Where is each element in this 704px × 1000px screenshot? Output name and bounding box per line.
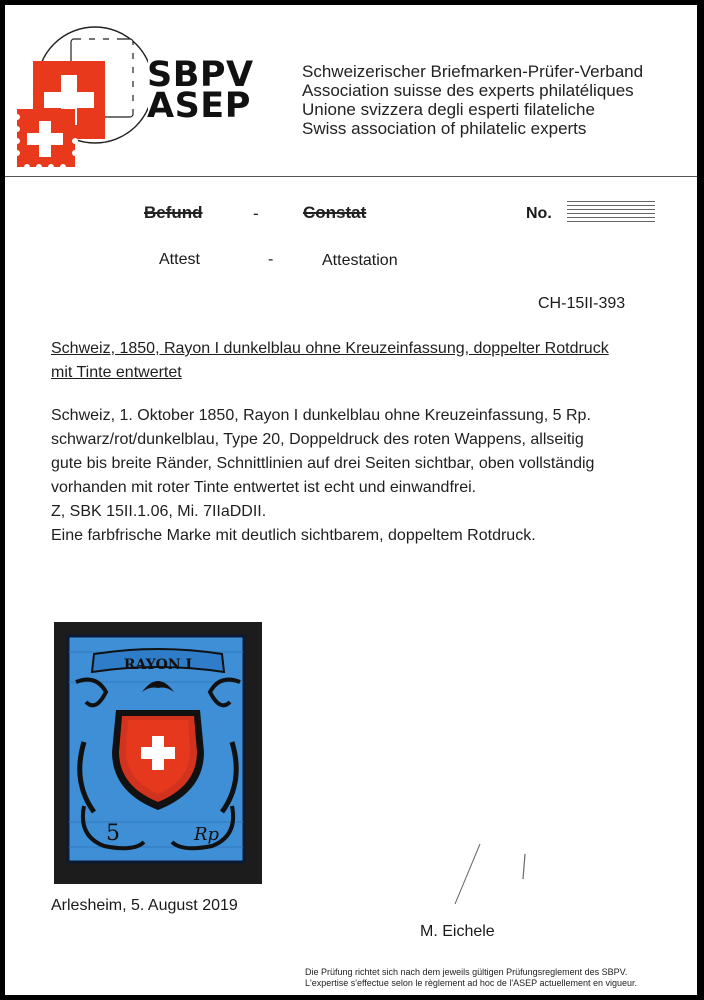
catalog-reference: Z, SBK 15II.1.06, Mi. 7IIaDDII. xyxy=(51,503,267,520)
signer-name: M. Eichele xyxy=(420,923,495,940)
attestation-label: Attestation xyxy=(322,252,398,269)
brand-name xyxy=(147,55,254,126)
stamp-rayon-text: RAYON I xyxy=(123,657,193,673)
type-dash: - xyxy=(253,204,259,223)
befund-struck-label: Befund xyxy=(144,203,203,222)
org-name-it: Unione svizzera degli esperti filateliche xyxy=(302,100,595,119)
certificate-title-line-1: Schweiz, 1850, Rayon I dunkelblau ohne Kreuzeinfassung, doppelter Rotdruck xyxy=(51,340,609,357)
number-field-lines xyxy=(567,201,655,223)
brand-sbpv: SBPV xyxy=(147,55,254,95)
attest-label: Attest xyxy=(159,251,200,268)
header-divider xyxy=(5,176,697,177)
org-name-en: Swiss association of philatelic experts xyxy=(302,119,587,138)
footer-line-de: Die Prüfung richtet sich nach dem jeweils gültigen Prüfungsreglement des SBPV. xyxy=(305,967,628,977)
sbpv-logo-icon xyxy=(13,23,148,171)
constat-struck-label: Constat xyxy=(303,203,367,222)
description-line-1: Schweiz, 1. Oktober 1850, Rayon I dunkelblau ohne Kreuzeinfassung, 5 Rp. xyxy=(51,407,591,424)
certificate-title-line-2: mit Tinte entwertet xyxy=(51,364,182,381)
stamp-photo xyxy=(54,622,262,884)
brand-asep: ASEP xyxy=(147,86,251,126)
certificate-page xyxy=(5,5,697,995)
number-label: No. xyxy=(526,205,552,222)
footer-note xyxy=(305,967,637,989)
stamp-value-number: 5 xyxy=(106,821,120,846)
org-name-fr: Association suisse des experts philatéliques xyxy=(302,81,634,100)
description-line-4: vorhanden mit roter Tinte entwertet ist echt und einwandfrei. xyxy=(51,479,477,496)
description-line-3: gute bis breite Ränder, Schnittlinien auf drei Seiten sichtbar, oben vollständig xyxy=(51,455,595,472)
stamp-value-unit: Rp. xyxy=(194,824,225,845)
description-line-2: schwarz/rot/dunkelblau, Type 20, Doppeldruck des roten Wappens, allseitig xyxy=(51,431,584,448)
signature-mark xyxy=(435,839,535,909)
certificate-id: CH-15II-393 xyxy=(538,295,626,312)
footer-line-fr: L'expertise s'effectue selon le règlement ad hoc de l'ASEP actuellement en vigueur. xyxy=(305,978,638,988)
org-name-de: Schweizerischer Briefmarken-Prüfer-Verband xyxy=(302,62,644,81)
place-and-date: Arlesheim, 5. August 2019 xyxy=(51,897,238,914)
description-summary: Eine farbfrische Marke mit deutlich sichtbarem, doppeltem Rotdruck. xyxy=(51,527,536,544)
organization-names xyxy=(302,62,643,138)
attest-dash: - xyxy=(268,251,274,268)
